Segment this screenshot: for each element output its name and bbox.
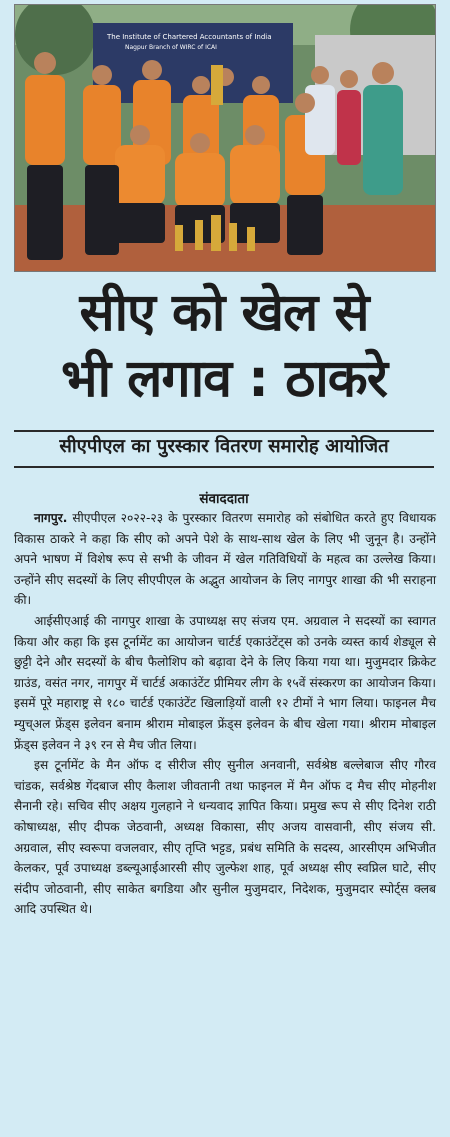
paragraph: इस टूर्नामेंट के मैन ऑफ द सीरीज सीए सुनील अनवानी, सर्वश्रेष्ठ बल्लेबाज सीए गौरव चांडक, सर्वश्रेष्ठ गेंदबाज सीए कैलाश जीवतानी तथा फाइनल में मैन ऑफ द मैच सीए मोहनीश सैनानी रहे। सचिव सीए अक्षय गुलहाने ने धन्यवाद ज्ञापित किया। प्रमुख रूप से सीए दिनेश राठी कोषाध्यक्ष, सीए दीपक जेठवानी, अध्यक्ष विकासा, सीए अजय वासवानी, सीए संजय सी. अग्रवाल, सीए स्वरूपा वजलवार, सीए तृप्ति भट्टड, प्रबंध समिति के सदस्य, आरसीएम अभिजीत केलकर, पूर्व उपाध्यक्ष डब्ल्यूआईआरसी सीए जुल्फेश शाह, पूर्व अध्यक्ष सीए स्वप्निल घाटे, सीए संदीप जोठवानी, सीए साकेत बगडिया और सुनील मुजुमदार, निदेशक, मुजुमदार स्पोर्ट्स क्लब आदि उपस्थित थे। xyxy=(14,758,436,917)
team-photo xyxy=(14,4,436,272)
team-photo-illustration xyxy=(15,5,435,271)
headline-line-2: भी लगाव : ठाकरे xyxy=(61,349,387,409)
headline-line-1: सीए को खेल से xyxy=(79,283,369,343)
headline xyxy=(14,280,434,412)
dateline: नागपुर. xyxy=(34,511,68,525)
paragraph: आईसीएआई की नागपुर शाखा के उपाध्यक्ष सए संजय एम. अग्रवाल ने सदस्यों का स्वागत किया और कहा कि इस टूर्नामेंट का आयोजन चार्टर्ड एकाउंटेंट्स को उनके व्यस्त कार्य शेड्यूल से छुट्टी देने और सदस्यों के बीच फैलोशिप को बढ़ावा देने के लिए किया गया था। मुजुमदार क्रिकेट ग्राउंड, वसंत नगर, नागपुर में चार्टर्ड अकाउंटेंट प्रीमियर लीग के १५वें संस्करण का आयोजन किया। इसमें पूरे महाराष्ट्र से १८० चार्टर्ड एकाउंटेंट खिलाड़ियों वाली १२ टीमों ने भाग लिया। फाइनल मैच म्युच्अल फ्रेंड्स इलेवन बनाम श्रीराम मोबाइल फ्रेंड्स इलेवन के बीच खेला गया। श्रीराम मोबाइल फ्रेंड्स इलेवन ने ३९ रन से मैच जीत लिया। xyxy=(14,613,436,752)
byline: संवाददाता xyxy=(199,491,249,507)
paragraph xyxy=(14,508,436,611)
banner-text-2: Nagpur Branch of WIRC of ICAI xyxy=(125,44,217,51)
article-body xyxy=(14,508,436,920)
divider-bottom xyxy=(14,466,434,468)
banner-text-1: The Institute of Chartered Accountants of India xyxy=(107,33,272,41)
paragraph-text: सीएपीएल २०२२-२३ के पुरस्कार वितरण समारोह को संबोधित करते हुए विधायक विकास ठाकरे ने कहा कि सीए को अपने पेशे के साथ-साथ खेल के लिए भी जुनून है। उन्होंने अपने भाषण में विशेष रूप से सभी के जीवन में खेल गतिविधियों के महत्व का उल्लेख किया। उन्होंने सीए सदस्यों के लिए सीएपीएल के अद्भुत आयोजन के लिए नागपुर शाखा की भी सराहना की। xyxy=(14,511,436,608)
subheadline: सीएपीएल का पुरस्कार वितरण समारोह आयोजित xyxy=(59,436,389,457)
